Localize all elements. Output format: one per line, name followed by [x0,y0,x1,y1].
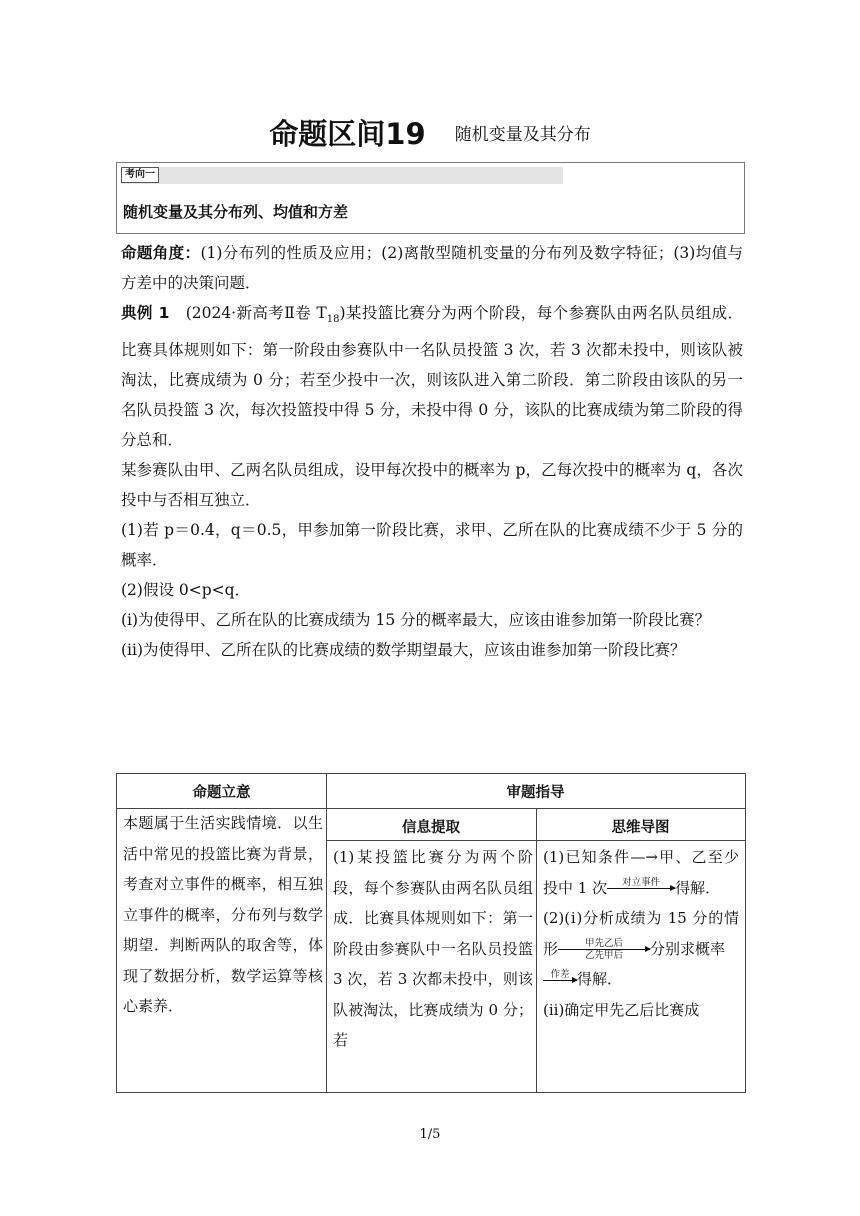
angle-paragraph [121,238,743,298]
example-label: 典例 1 [121,304,170,322]
page-title: 命题区间19 [269,117,426,151]
example-source-suffix: ) [339,304,346,322]
table-line-h1-right [326,808,745,809]
arrow-opposite [607,877,675,900]
arrow-order-bottom: 乙先甲后 [585,950,624,961]
analysis-table [116,773,746,1093]
table-divider-2 [536,808,537,1092]
question-2: (2)假设 0<p<q． [121,581,251,600]
question-1: (1)若 p＝0.4，q＝0.5，甲参加第一阶段比赛，求甲、乙所在队的比赛成绩不少于 5 分的概率． [121,521,743,570]
angle-label: 命题角度： [121,244,201,262]
purpose-text: 本题属于生活实践情境．以生活中常见的投篮比赛为背景，考查对立事件的概率，相互独立事件的概率，分布列与数学期望．判断两队的取舍等，体现了数据分析，数学运算等核心素养． [123,814,323,1015]
arrow-diff-label: 作差 [550,968,570,980]
example-text: 某投篮比赛分为两个阶段，每个参赛队由两名队员组成．比赛具体规则如下：第一阶段由参赛队中一名队员投篮 3 次，若 3 次都未投中，则该队被淘汰，比赛成绩为 0 分；若至少投中一次，则该队进入第二阶段．第二阶段由该队的另一名队员投篮 3 次，每次投篮投中得 5 分，未投中得 0 分，该队的比赛成绩为第二阶段的得分总和． [121,304,743,450]
mindmap-1c: 得解． [675,878,721,897]
mindmap-1a: (1)已知条件 [543,848,631,866]
example-source-prefix: (2024·新高考Ⅱ卷 T [169,304,327,322]
page-number: 1/5 [419,1127,441,1142]
short-arrow-icon: —→ [630,848,658,866]
mindmap-2b: 分别求概率 [650,939,726,958]
line-icon [558,949,650,950]
title-row [0,112,860,153]
table-line-h2 [326,840,745,841]
header-purpose: 命题立意 [192,785,251,801]
mindmap-3: (ⅱ)确定甲先乙后比赛成 [543,1000,700,1019]
header-guide: 审题指导 [506,785,565,801]
example-source-sub: 18 [326,314,340,326]
long-arrow-icon [607,888,675,889]
diff-arrow-icon [543,980,577,981]
mindmap-2c: 得解． [577,970,623,988]
mindmap-1b: 甲、乙至少投中 1 次 [543,848,739,897]
page-subtitle: 随机变量及其分布 [454,125,591,145]
arrow-order-top: 甲先乙后 [585,938,624,949]
section-heading: 随机变量及其分布列、均值和方差 [123,203,349,221]
section-tag-bar [121,167,563,184]
mindmap-cell [543,842,739,1025]
mindmap-2a: (2)(ⅰ)分析成绩为 15 分的情形 [543,909,739,958]
angle-text: (1)分布列的性质及应用；(2)离散型随机变量的分布列及数字特征；(3)均值与方差中的决策问题． [121,244,743,292]
arrow-order [558,938,650,961]
section-tag: 考向一 [121,167,159,183]
question-2ii: (ⅱ)为使得甲、乙所在队的比赛成绩的数学期望最大，应该由谁参加第一阶段比赛？ [121,641,686,660]
header-info: 信息提取 [402,820,460,836]
para-2: 某参赛队由甲、乙两名队员组成，设甲每次投中的概率为 p，乙每次投中的概率为 q，各次投中与否相互独立． [121,461,743,510]
arrow-diff [543,969,577,992]
question-2i: (ⅰ)为使得甲、乙所在队的比赛成绩为 15 分的概率最大，应该由谁参加第一阶段比赛？ [121,611,711,630]
example-paragraph [121,298,743,455]
section-box [116,162,745,234]
example-source [169,304,346,326]
arrow-opposite-label: 对立事件 [622,877,661,888]
problem-text [121,238,743,665]
info-text: (1)某投篮比赛分为两个阶段，每个参赛队由两名队员组成．比赛具体规则如下：第一阶段由参赛队中一名队员投篮 3 次，若 3 次都未投中，则该队被淘汰，比赛成绩为 0 分；若 [333,848,533,1049]
header-mindmap: 思维导图 [611,820,670,836]
